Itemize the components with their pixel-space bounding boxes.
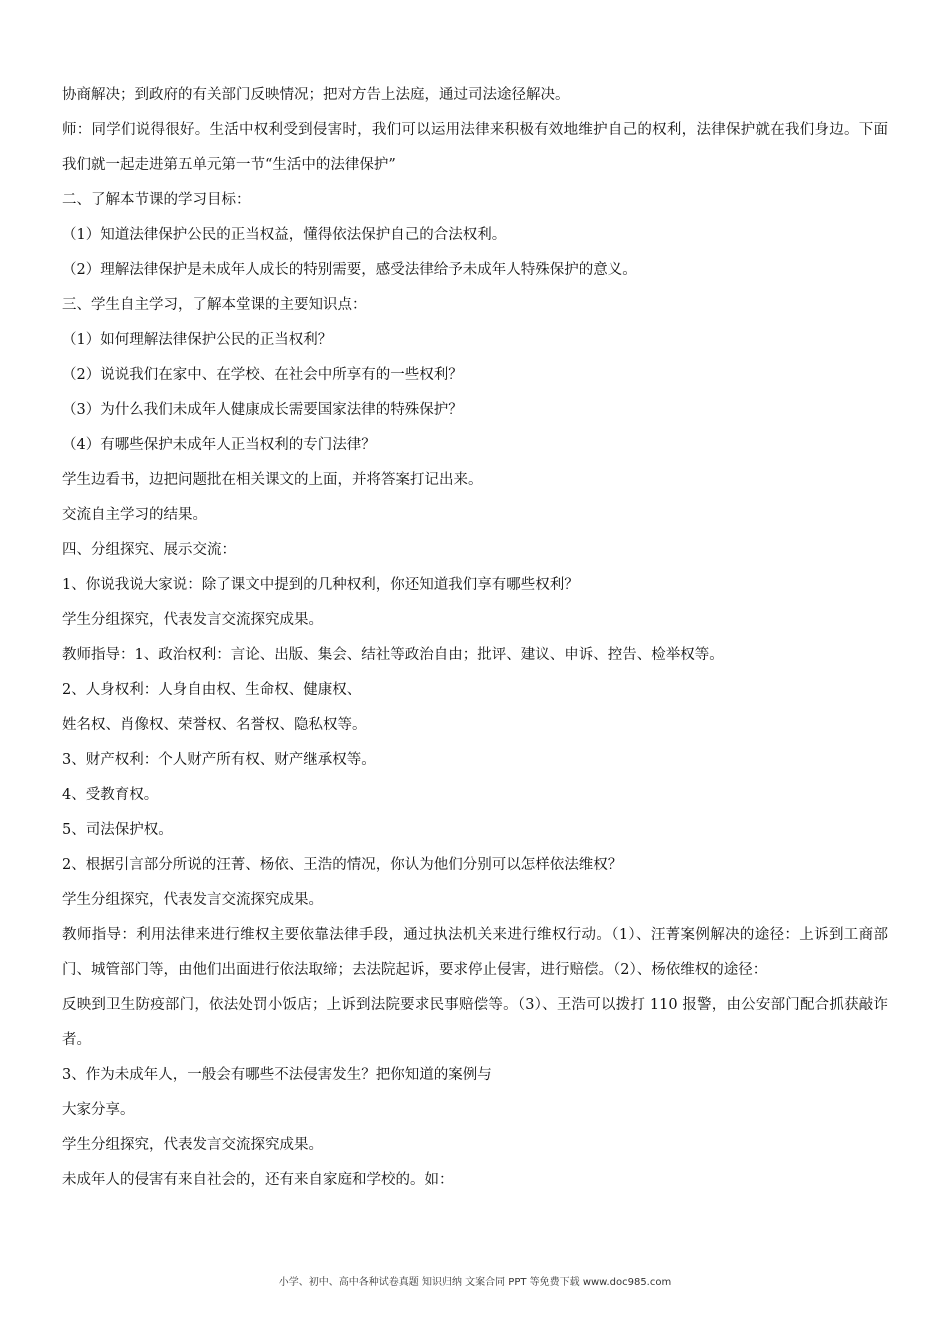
paragraph: 教师指导：1、政治权利：言论、出版、集会、结社等政治自由；批评、建议、申诉、控告、检举权等。: [62, 647, 724, 663]
section-heading: 四、分组探究、展示交流：: [62, 542, 236, 558]
paragraph: 反映到卫生防疫部门，依法处罚小饭店；上诉到法院要求民事赔偿等。（3）、王浩可以拨打 110 报警，由公安部门配合抓获敲诈者。: [62, 997, 888, 1048]
paragraph: 学生分组探究，代表发言交流探究成果。: [62, 1137, 323, 1153]
paragraph: 2、人身权利：人身自由权、生命权、健康权、: [62, 682, 362, 698]
paragraph: 协商解决；到政府的有关部门反映情况；把对方告上法庭，通过司法途径解决。: [62, 87, 570, 103]
paragraph: 未成年人的侵害有来自社会的，还有来自家庭和学校的。如：: [62, 1172, 454, 1188]
paragraph: 4、受教育权。: [62, 787, 159, 803]
page-footer: 小学、初中、高中各种试卷真题 知识归纳 文案合同 PPT 等免费下载 www.doc985.com: [278, 1277, 672, 1288]
paragraph: 学生分组探究，代表发言交流探究成果。: [62, 612, 323, 628]
list-item: （1）知道法律保护公民的正当权益，懂得依法保护自己的合法权利。: [62, 227, 507, 243]
list-item: （2）理解法律保护是未成年人成长的特别需要，感受法律给予未成年人特殊保护的意义。: [62, 262, 637, 278]
list-item: （1）如何理解法律保护公民的正当权利？: [62, 332, 333, 348]
list-item: （2）说说我们在家中、在学校、在社会中所享有的一些权利？: [62, 367, 463, 383]
paragraph: 2、根据引言部分所说的汪菁、杨依、王浩的情况，你认为他们分别可以怎样依法维权？: [62, 857, 623, 873]
section-heading: 三、学生自主学习，了解本堂课的主要知识点：: [62, 297, 367, 313]
section-heading: 二、了解本节课的学习目标：: [62, 192, 251, 208]
document-body: [62, 78, 888, 1198]
paragraph: 1、你说我说大家说：除了课文中提到的几种权利，你还知道我们享有哪些权利？: [62, 577, 579, 593]
list-item: （4）有哪些保护未成年人正当权利的专门法律？: [62, 437, 376, 453]
paragraph: 学生边看书，边把问题批在相关课文的上面，并将答案打记出来。: [62, 472, 483, 488]
paragraph: 3、财产权利：个人财产所有权、财产继承权等。: [62, 752, 376, 768]
paragraph: 师：同学们说得很好。生活中权利受到侵害时，我们可以运用法律来积极有效地维护自己的权利，法律保护就在我们身边。下面我们就一起走进第五单元第一节“生活中的法律保护”: [62, 122, 888, 173]
paragraph: 5、司法保护权。: [62, 822, 173, 838]
paragraph: 学生分组探究，代表发言交流探究成果。: [62, 892, 323, 908]
paragraph: 大家分享。: [62, 1102, 135, 1118]
paragraph: 交流自主学习的结果。: [62, 507, 207, 523]
paragraph: 3、作为未成年人，一般会有哪些不法侵害发生？把你知道的案例与: [62, 1067, 492, 1083]
list-item: （3）为什么我们未成年人健康成长需要国家法律的特殊保护？: [62, 402, 463, 418]
paragraph: 教师指导：利用法律来进行维权主要依靠法律手段，通过执法机关来进行维权行动。（1）、汪菁案例解决的途径：上诉到工商部门、城管部门等，由他们出面进行依法取缔；去法院起诉，要求停止侵害，进行赔偿。（2）、杨依维权的途径：: [62, 927, 888, 978]
paragraph: 姓名权、肖像权、荣誉权、名誉权、隐私权等。: [62, 717, 367, 733]
